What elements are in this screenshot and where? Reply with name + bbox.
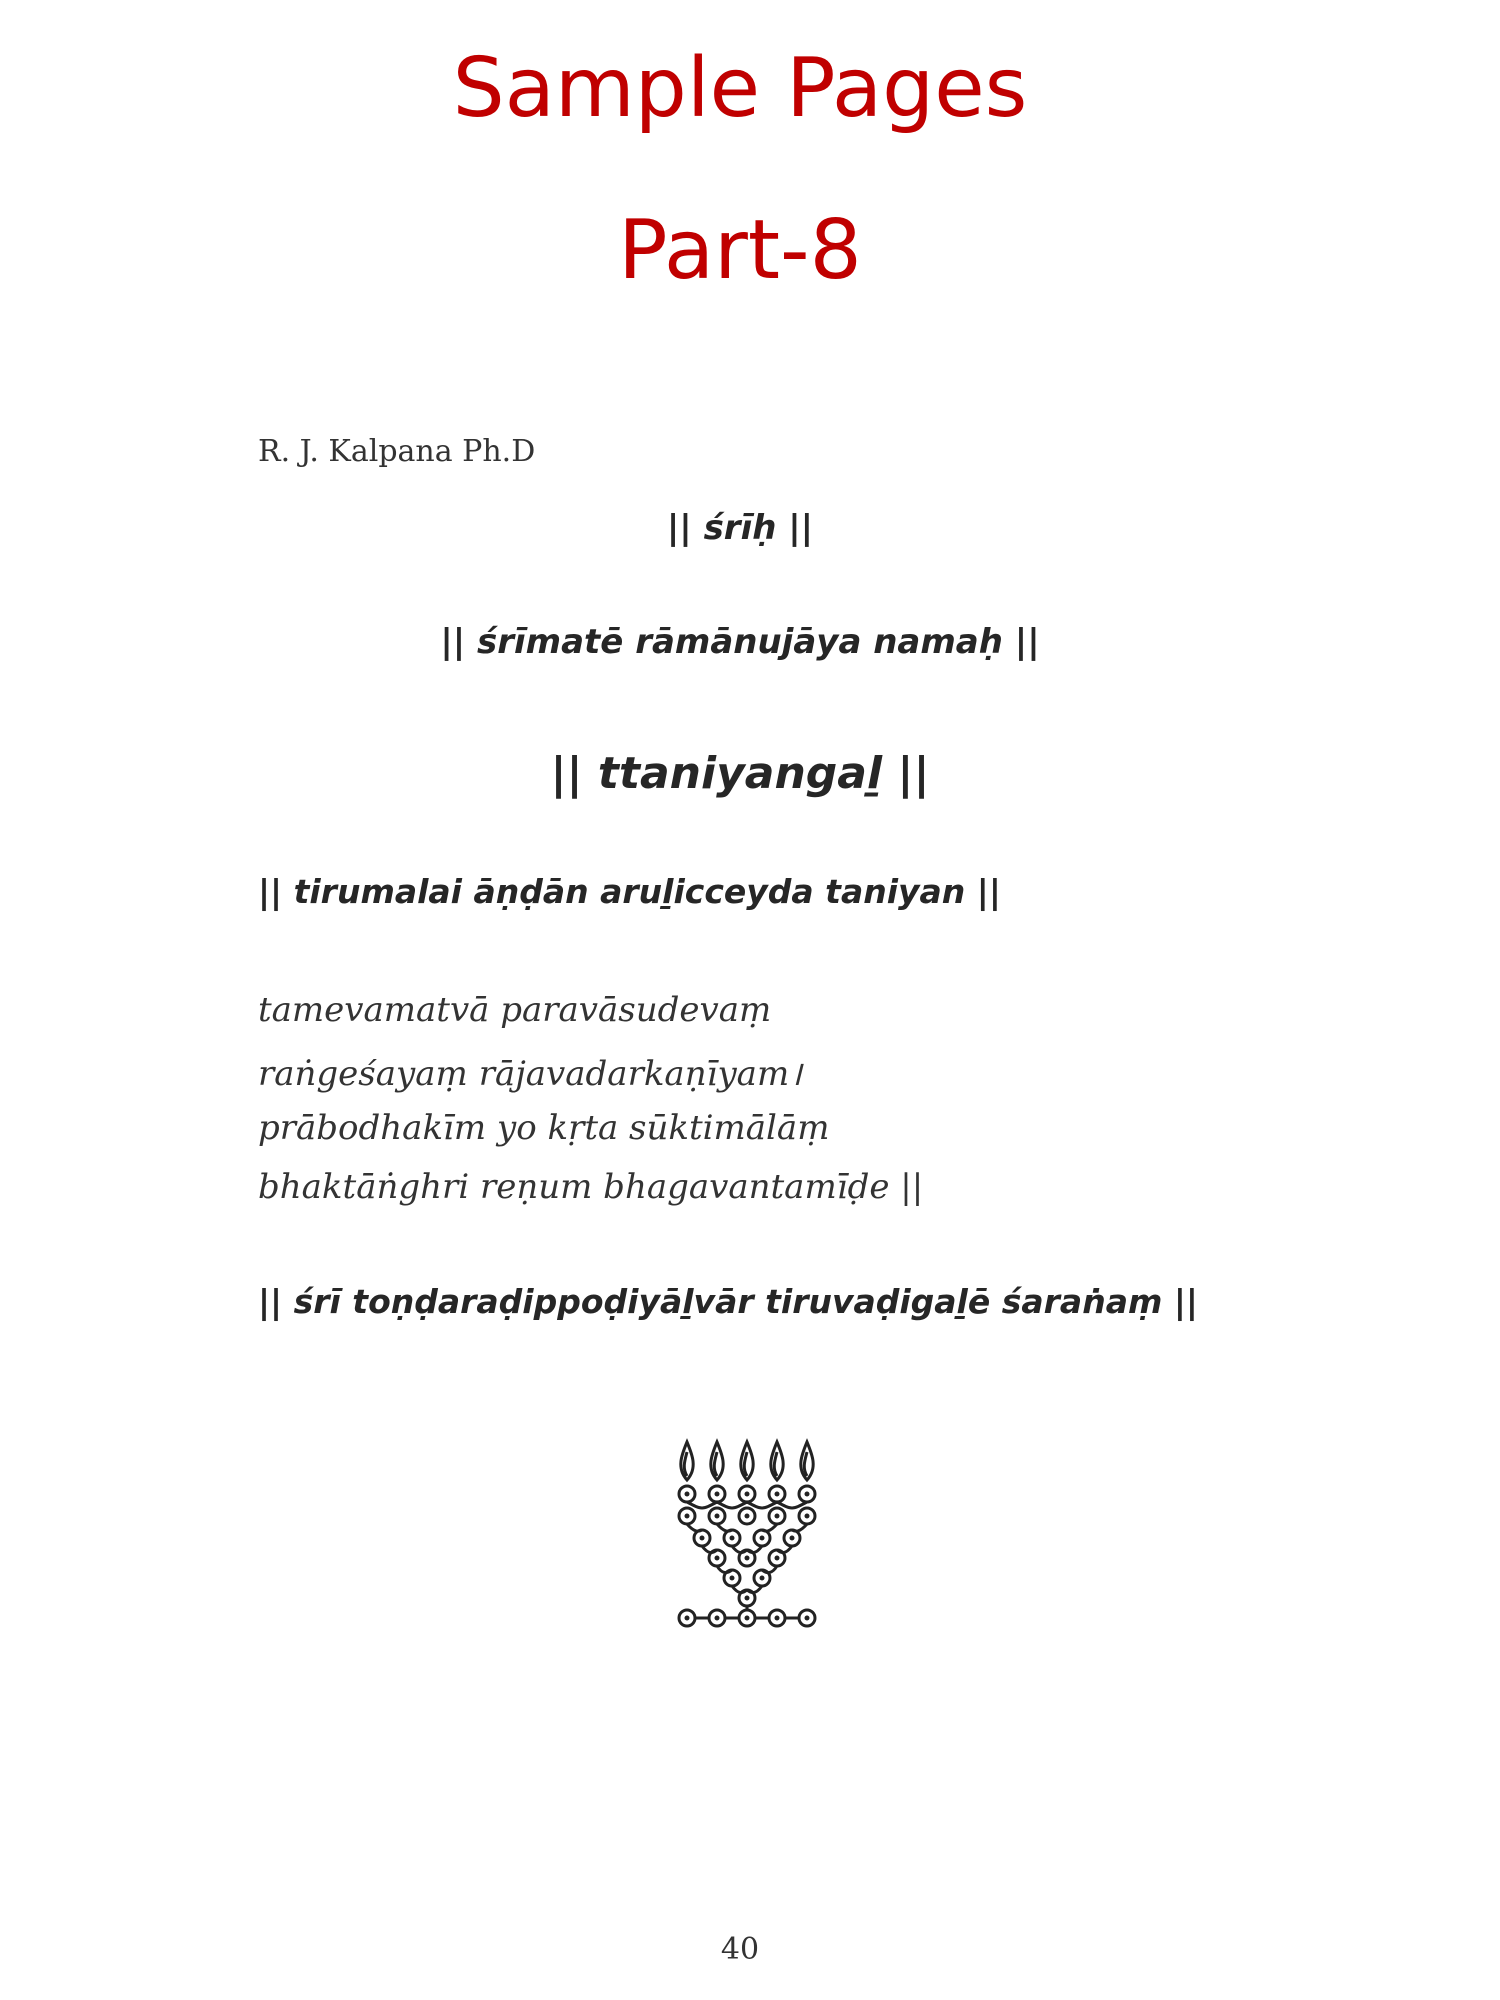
verse-line: prābodhakīm yo kṛta sūktimālāṃ <box>258 1108 830 1148</box>
banner-subtitle: Part-8 <box>618 203 862 298</box>
verse-line: bhaktāṅghri reṇum bhagavantamīḍe || <box>258 1167 924 1207</box>
heading-saranam: || śrī toṇḍaraḍippoḍiyāḻvār tiruvaḍigaḻē śaraṅaṃ || <box>258 1282 1198 1321</box>
author-name: R. J. Kalpana Ph.D <box>258 434 536 469</box>
verse-line: raṅgeśayaṃ rājavadarkaṇīyam। <box>258 1054 803 1094</box>
heading-srih: || śrīḥ || <box>666 508 814 548</box>
banner-title: Sample Pages <box>452 41 1028 136</box>
kuthuvilakku-lamp-icon <box>672 1432 822 1632</box>
verse-line: tamevamatvā paravāsudevaṃ <box>258 990 772 1030</box>
page-number: 40 <box>720 1932 760 1967</box>
section-title: || ttaniyangaḻ || <box>550 748 930 799</box>
heading-tirumalai: || tirumalai āṇḍān aruḻicceyda taniyan || <box>258 872 1001 911</box>
heading-srimate: || śrīmatē rāmānujāya namaḥ || <box>440 622 1040 662</box>
